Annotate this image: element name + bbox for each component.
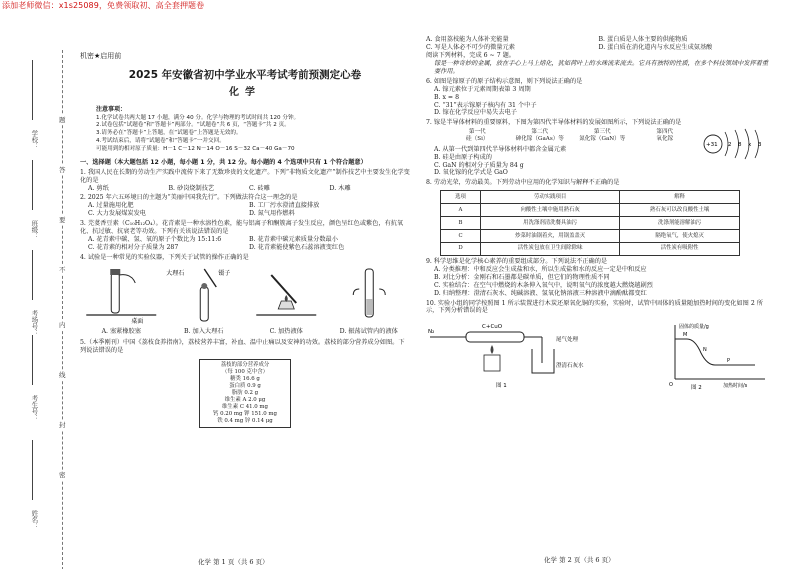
option: A. 过量施用化肥 (88, 202, 134, 210)
tweezers-label: 镊子 (217, 269, 230, 277)
table-cell: 向酸性土壤中施用熟石灰 (481, 204, 620, 217)
nutrition-line: 脂肪 0.2 g (231, 389, 259, 396)
notice-item: 2.试卷包括“试题卷”和“答题卡”两部分。“试题卷”共 6 页，“答题卡”共 2 页。 (96, 122, 290, 129)
table-cell: C (441, 230, 481, 243)
notice-title: 注意事项： (96, 106, 127, 114)
exam-title: 2025 年安徽省初中学业水平考试考前预测定心卷 (128, 68, 362, 81)
material-label: 氮化镓（GaN）等 (579, 136, 626, 143)
seal-char: 答 (59, 166, 66, 174)
question-9-options (426, 266, 771, 298)
table-header: 选项 (441, 191, 481, 204)
nutrition-line: （每 100 克中含） (221, 368, 269, 375)
room-line (32, 250, 33, 300)
nutrition-line: 维生素 C 41.0 mg (221, 403, 268, 410)
examno-line (32, 335, 33, 385)
nutrition-line: 糖类 16.6 g (230, 375, 260, 382)
svg-text:N: N (703, 347, 707, 354)
nucleus-label: +31 (706, 142, 718, 148)
atom-structure-icon (701, 124, 767, 164)
table-cell: 炒菜时油锅着火，用锅盖盖灭 (481, 230, 620, 243)
svg-text:P: P (727, 358, 731, 365)
question-1-options (80, 185, 410, 193)
seal-char: 内 (59, 321, 66, 329)
option: B. 加入大理石 (184, 327, 224, 335)
question-2: 2. 2025 年六五环境日的主题为“美丽中国我先行”。下列做法符合这一理念的是 (80, 194, 298, 202)
svg-text:M: M (683, 332, 688, 339)
svg-text:3: 3 (758, 142, 762, 148)
margin-examno-label: 考生号： (30, 395, 39, 421)
option: B. 对比分析：金刚石和石墨都是碳单质，但它们的物理性质不同 (434, 273, 610, 281)
option: B. 花青素中碳元素质量分数最小 (249, 236, 338, 244)
option: A. 剪纸 (88, 184, 109, 192)
school-line (32, 60, 33, 120)
generation-label: 第四代 (656, 129, 674, 136)
figure-c (245, 265, 328, 337)
svg-text:2: 2 (728, 142, 732, 148)
question-10: 10. 实验小组的同学按照图 1 所示装置进行木炭还原氧化铜的实验，实验时，试管中固体的质量随加热时间的变化如图 2 所示，下列分析错误的是 (426, 299, 763, 315)
nutrition-label (199, 359, 291, 428)
option: C. GaN 的相对分子质量为 84 g (434, 161, 524, 169)
margin-class-label: 班级： (30, 220, 39, 240)
option: A. 食用荔枝能为人体补充能量 (426, 36, 509, 43)
table-header: 解释 (620, 191, 740, 204)
y-axis-label: 固体的质量/g (679, 324, 709, 331)
table-cell: 熟石灰可以改良酸性土壤 (620, 204, 740, 217)
seal-line (62, 50, 63, 569)
table-header: 劳动实践项目 (481, 191, 620, 204)
question-1: 1. 我国人民在长期的劳动生产实践中流传下来了无数珍贵的文化遗产。下列“非物质文化遗产”制作技艺中主要发生化学变化的是 (80, 168, 410, 184)
subject-title: 化学 (229, 87, 261, 99)
table-cell: 用洗涤剂清洗餐具油污 (481, 217, 620, 230)
apparatus-diagram (426, 319, 616, 391)
svg-text:O: O (669, 382, 673, 389)
notice-item: 3.请务必在“答题卡”上答题，在“试题卷”上答题是无效的。 (96, 130, 242, 137)
nutrition-line: 蛋白质 0.9 g (229, 382, 261, 389)
page-footer: 化学 第 1 页（共 6 页） (198, 557, 269, 566)
option: B. x = 8 (434, 93, 460, 101)
binding-margin (0, 20, 78, 560)
table-row (441, 230, 740, 243)
seal-char: 不 (59, 266, 66, 274)
option: C. 砖雕 (249, 184, 270, 192)
tweezers-tube-icon (163, 265, 246, 325)
figure-a (80, 265, 163, 337)
svg-text:x: x (748, 142, 752, 148)
nutrition-line: 荔枝的部分营养成分 (220, 361, 270, 368)
option: D. 花青素能使紫色石蕊溶液变红色 (249, 244, 345, 252)
name-line (32, 440, 33, 500)
notice-item: 1.化学试卷共两大题 17 小题，满分 40 分。化学与物理的考试时间共 120 分钟。 (96, 114, 300, 121)
question-9: 9. 科学思维是化学核心素养的重要组成部分。下列说法不正确的是 (426, 257, 608, 265)
option: B. 工厂污水澄清直接排放 (249, 202, 320, 210)
material-label: 硅（Si） (466, 136, 489, 143)
figure-d (328, 265, 411, 337)
option: C. 大力发展煤炭发电 (88, 210, 146, 218)
question-6: 6. 如图是镓原子的原子结构示意图，则下列说法正确的是 (426, 77, 583, 85)
option: A. 分类推理：中和反应会生成盐和水，所以生成盐和水的反应一定是中和反应 (434, 265, 647, 273)
margin-room-label: 考场号： (30, 310, 39, 336)
table-cell: 活性炭包放在卫生间除除味 (481, 242, 620, 255)
option: A. 从第一代到第四代半导体材料中都含金属元素 (434, 145, 567, 153)
svg-text:8: 8 (738, 142, 742, 148)
question-3-options (80, 236, 410, 252)
margin-name-label: 姓名： (30, 510, 39, 530)
stopper-tube-icon (80, 265, 163, 325)
figure-1-caption: 图 1 (496, 383, 507, 390)
exam-page-1 (80, 22, 410, 566)
option: D. 归纳整理：澄清石灰水、纯碱溶液、氢氧化钠溶液三种溶液中滴酚酞都变红 (434, 289, 647, 297)
question-3: 3. 芫荽香豆素（C₁₀H₁₂O₄）。花青素是一种水溶性色素，能与铝离子和酮簇离子发生反应，颜色呈红色或紫色，有抗氧化、抗过敏、抗衰老等功效。下列有关该说法错误的是 (80, 220, 404, 236)
material-label: 砷化镓（GaAs）等 (515, 136, 564, 143)
reading-material: 镓是一种奇妙的金属，放在手心上马上熔化，犹如荷叶上的水珠流来流去。它具有独特的性质，在多个科技领域中发挥着重要作用。 (434, 59, 769, 75)
desk-label: 桌面 (131, 317, 144, 325)
section-heading: 一、选择题（本大题包括 12 小题，每小题 1 分，共 12 分。每小题的 4 个选项中只有 1 个符合题意） (80, 158, 367, 166)
generation-label: 第一代 (468, 129, 486, 136)
table-header-row (441, 191, 740, 204)
notice-item: 4.考试结束后，请将“试题卷”和“答题卡”一并交回。 (96, 138, 225, 145)
x-axis-label: 加热时间/s (723, 383, 748, 390)
table-row (441, 242, 740, 255)
margin-school-label: 学校： (30, 130, 39, 150)
option: B. 硅是由原子构成的 (434, 153, 492, 161)
question-10-figures (426, 319, 771, 391)
table-cell: 隔绝氧气，使火熄灭 (620, 230, 740, 243)
exam-page-2 (426, 36, 771, 564)
figure-2-caption: 图 2 (691, 385, 702, 392)
seal-char: 封 (59, 421, 66, 429)
table-cell: B (441, 217, 481, 230)
option: C. 加热液体 (269, 327, 303, 335)
option: D. 氧化镓的化学式是 GaO (434, 169, 508, 177)
option: C. 写是人体必不可少的微量元素 (426, 43, 515, 51)
reactant-label: C+CuO (482, 324, 503, 331)
question-2-options (80, 202, 410, 218)
option: D. 木雕 (329, 184, 351, 192)
marble-label: 大理石 (165, 269, 184, 277)
seal-char: 线 (59, 371, 66, 379)
option: D. 蛋白质在消化道内与水反应生成氨基酸 (598, 43, 713, 51)
question-8-table (440, 190, 740, 256)
table-cell: D (441, 242, 481, 255)
n2-label: N₂ (428, 329, 435, 336)
notice-item: 可能用到的相对原子质量：H－1 C－12 N－14 O－16 S－32 Ca－40 Ga－70 (96, 145, 295, 152)
page-footer: 化学 第 2 页（共 6 页） (544, 555, 615, 564)
option: C. 花青素的相对分子质量为 287 (88, 244, 179, 252)
class-line (32, 160, 33, 210)
seal-char: 密 (59, 471, 66, 479)
table-cell: 活性炭有吸附性 (620, 242, 740, 255)
seal-char: 要 (59, 216, 66, 224)
table-row (441, 204, 740, 217)
option: D. 镓在化学反应中易失去电子 (434, 109, 517, 117)
question-6-options (426, 86, 771, 118)
question-5-options (426, 36, 771, 52)
heating-icon (245, 265, 328, 325)
nutrition-line: 铁 0.4 mg 锌 0.14 μg (217, 417, 273, 424)
nutrition-line: 钙 0.20 mg 钾 151.0 mg (213, 410, 277, 417)
figure-b (163, 265, 246, 337)
mass-time-graph (661, 319, 771, 391)
option: D. 振荡试管内的液体 (339, 327, 398, 335)
question-4-figures (80, 265, 410, 337)
question-5: 5.（本季刚刊）中国《荔枝食养指南》，荔枝营养丰富，补血、温中止痛以及安神的功效。荔枝的部分营养成分如图。下列说法错误的是 (80, 338, 405, 354)
exhaust-label: 尾气处理 (556, 337, 579, 344)
notice-block (96, 106, 410, 154)
question-7: 7. 镓是半导体材料的重要原料，下图为第四代半导体材料的发展如图所示，下列说法正确的是 (426, 119, 682, 127)
option: C. 实验结合：在空气中燃烧的木条伸入氧气中，说明氧气的浓度越大燃烧越剧烈 (434, 281, 653, 289)
nutrition-line: 维生素 A 2.0 μg (224, 396, 266, 403)
option: A. 镓元素位于元素周期表第 3 周期 (434, 85, 531, 93)
option: A. 塞紧橡胶塞 (101, 327, 141, 335)
option: A. 花青素中碳、氢、氧的原子个数比为 15:11:6 (88, 236, 222, 244)
shake-tube-icon (328, 265, 411, 325)
seal-char: 题 (59, 116, 66, 124)
table-cell: 洗涤剂能溶解油污 (620, 217, 740, 230)
option: B. 砂岗烧制技艺 (168, 184, 215, 192)
semiconductor-chain (446, 129, 696, 143)
option: D. 氮气用作燃料 (249, 210, 295, 218)
limewater-label: 澄清石灰水 (556, 363, 584, 370)
table-row (441, 217, 740, 230)
reading-instruction: 阅读下列材料，完成 6 ~ 7 题。 (426, 51, 515, 59)
material-label: 氧化镓 (656, 136, 674, 143)
question-4: 4. 试验是一种常见的实验仪器，下列关于试管的操作正确的是 (80, 254, 249, 262)
question-8: 8. 劳动光荣，劳动最美。下列劳动中应用的化学知识与解释不正确的是 (426, 179, 620, 187)
watermark-text: 添加老师微信：x1s25089，免费领取初、高全套押题卷 (2, 1, 205, 10)
option: C. “31”表示镓原子核内有 31 个中子 (434, 101, 537, 109)
generation-label: 第二代 (531, 129, 549, 136)
generation-label: 第三代 (593, 129, 611, 136)
table-cell: A (441, 204, 481, 217)
option: B. 蛋白质是人体主要的供能物质 (598, 36, 688, 43)
confidential-label: 机密★启用前 (80, 52, 122, 60)
